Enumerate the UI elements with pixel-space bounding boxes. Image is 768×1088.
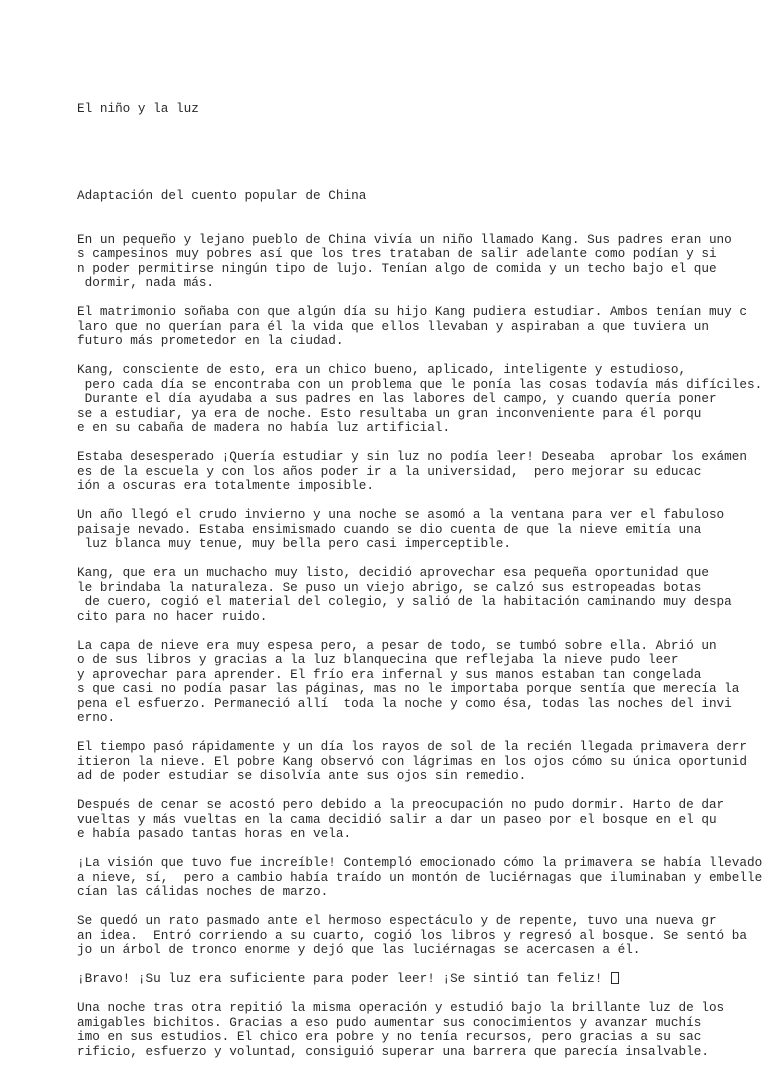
text-line: jo un árbol de tronco enorme y dejó que las luciérnagas se acercasen a él. [77, 942, 641, 957]
text-line: y aprovechar para aprender. El frío era infernal y sus manos estaban tan congelada [77, 666, 702, 682]
text-line: Después de cenar se acostó pero debido a la preocupación no pudo dormir. Harto de dar [77, 797, 725, 812]
text-line: El tiempo pasó rápidamente y un día los rayos de sol de la recién llegada primavera derr [77, 739, 748, 754]
paragraph [77, 508, 768, 552]
document-body [77, 73, 768, 1088]
text-line: rificio, esfuerzo y voluntad, consiguió superar una barrera que parecía insalvable. [77, 1043, 709, 1059]
blank-line [77, 624, 768, 639]
text-line: n poder permitirse ningún tipo de lujo. Tenían algo de comida y un techo bajo el que [77, 260, 717, 276]
text-line: s que casi no podía pasar las páginas, mas no le importaba porque sentía que merecía la [77, 681, 740, 696]
text-line: ¡Bravo! ¡Su luz era suficiente para poder leer! ¡Se sintió tan feliz! [77, 972, 768, 987]
text-line: e en su cabaña de madera no había luz artificial. [77, 420, 451, 435]
text-line: La capa de nieve era muy espesa pero, a pesar de todo, se tumbó sobre ella. Abrió un [77, 637, 717, 653]
text-line: a nieve, sí, pero a cambio había traído un montón de luciérnagas que iluminaban y embelle [77, 869, 763, 885]
text-line: Un año llegó el crudo invierno y una noche se asomó a la ventana para ver el fabuloso [77, 507, 725, 522]
text-line: Una noche tras otra repitió la misma operación y estudió bajo la brillante luz de los [77, 1000, 725, 1015]
paragraph [77, 233, 768, 291]
text-line: laro que no querían para él la vida que ellos llevaban y aspiraban a que tuviera un [77, 318, 709, 334]
blank-line [77, 436, 768, 451]
paragraph [77, 740, 768, 784]
blank-line [77, 146, 768, 161]
blank-line [77, 784, 768, 799]
text-line: Se quedó un rato pasmado ante el hermoso espectáculo y de repente, tuvo una nueva gr [77, 913, 717, 928]
text-line: de cuero, cogió el material del colegio, y salió de la habitación caminando muy despa [77, 594, 732, 609]
blank-line [77, 958, 768, 973]
blank-line [77, 900, 768, 915]
text-line: ión a oscuras era totalmente imposible. [77, 478, 374, 493]
text-line: En un pequeño y lejano pueblo de China vivía un niño llamado Kang. Sus padres eran uno [77, 231, 732, 247]
text-line: itieron la nieve. El pobre Kang observó con lágrimas en los ojos cómo su única oportunid [77, 753, 748, 769]
blank-line [77, 842, 768, 857]
text-line: Durante el día ayudaba a sus padres en las labores del campo, y cuando quería poner [77, 391, 717, 406]
paragraph [77, 639, 768, 726]
text-line: paisaje nevado. Estaba ensimismado cuando se dio cuenta de que la nieve emitía una [77, 521, 702, 537]
text-line: dormir, nada más. [77, 275, 215, 290]
text-line: es de la escuela y con los años poder ir a la universidad, pero mejorar su educac [77, 463, 702, 479]
text-line: Estaba desesperado ¡Quería estudiar y sin luz no podía leer! Deseaba aprobar los exámen [77, 449, 748, 464]
blank-line [77, 987, 768, 1002]
blank-line [77, 552, 768, 567]
text-line: s campesinos muy pobres así que los tres trataban de salir adelante como podían y si [77, 246, 717, 261]
text-line: El matrimonio soñaba con que algún día su hijo Kang pudiera estudiar. Ambos tenían muy c [77, 304, 748, 319]
blank-line [77, 726, 768, 741]
text-line: futuro más prometedor en la ciudad. [77, 333, 344, 348]
paragraph [77, 914, 768, 958]
text-line: ad de poder estudiar se disolvía ante sus ojos sin remedio. [77, 768, 527, 783]
paragraph [77, 450, 768, 494]
text-line: le brindaba la naturaleza. Se puso un viejo abrigo, se calzó sus estropeadas botas [77, 579, 702, 595]
text-line: imo en sus estudios. El chico era pobre y no tenía recursos, pero gracias a su sac [77, 1029, 702, 1044]
text-line: erno. [77, 710, 116, 725]
text-line: amigables bichitos. Gracias a eso pudo aumentar sus conocimientos y avanzar muchís [77, 1014, 702, 1030]
text-line: cían las cálidas noches de marzo. [77, 884, 329, 899]
text-line: o de sus libros y gracias a la luz blanquecina que reflejaba la nieve pudo leer [77, 652, 679, 667]
paragraph [77, 363, 768, 436]
text-line: Kang, consciente de esto, era un chico bueno, aplicado, inteligente y estudioso, [77, 362, 687, 377]
paragraph [77, 566, 768, 624]
blank-line [77, 291, 768, 306]
blank-line [77, 349, 768, 364]
text-line: pena el esfuerzo. Permaneció allí toda la noche y como ésa, todas las noches del invi [77, 695, 732, 711]
text-line: ¡La visión que tuvo fue increíble! Contempló emocionado cómo la primavera se había llevado [77, 855, 763, 870]
text-line: se a estudiar, ya era de noche. Esto resultaba un gran inconveniente para él porqu [77, 405, 702, 421]
blank-line [77, 494, 768, 509]
text-line: an idea. Entró corriendo a su cuarto, cogió los libros y regresó al bosque. Se sentó ba [77, 927, 748, 943]
paragraph-list [77, 233, 768, 1060]
paragraph [77, 856, 768, 900]
document-title: El niño y la luz [77, 101, 199, 116]
text-line: luz blanca muy tenue, muy bella pero casi imperceptible. [77, 536, 511, 551]
text-line: Kang, que era un muchacho muy listo, decidió aprovechar esa pequeña oportunidad que [77, 565, 709, 580]
paragraph [77, 972, 768, 987]
text-line: e había pasado tantas horas en vela. [77, 826, 352, 841]
paragraph [77, 798, 768, 842]
text-line: vueltas y más vueltas en la cama decidió salir a dar un paseo por el bosque en el qu [77, 811, 717, 827]
text-line: cito para no hacer ruido. [77, 608, 268, 624]
missing-glyph-icon [611, 972, 619, 984]
paragraph [77, 1001, 768, 1059]
document-subtitle: Adaptación del cuento popular de China [77, 188, 367, 203]
paragraph [77, 305, 768, 349]
text-line: pero cada día se encontraba con un problema que le ponía las cosas todavía más difíciles. [77, 376, 763, 392]
